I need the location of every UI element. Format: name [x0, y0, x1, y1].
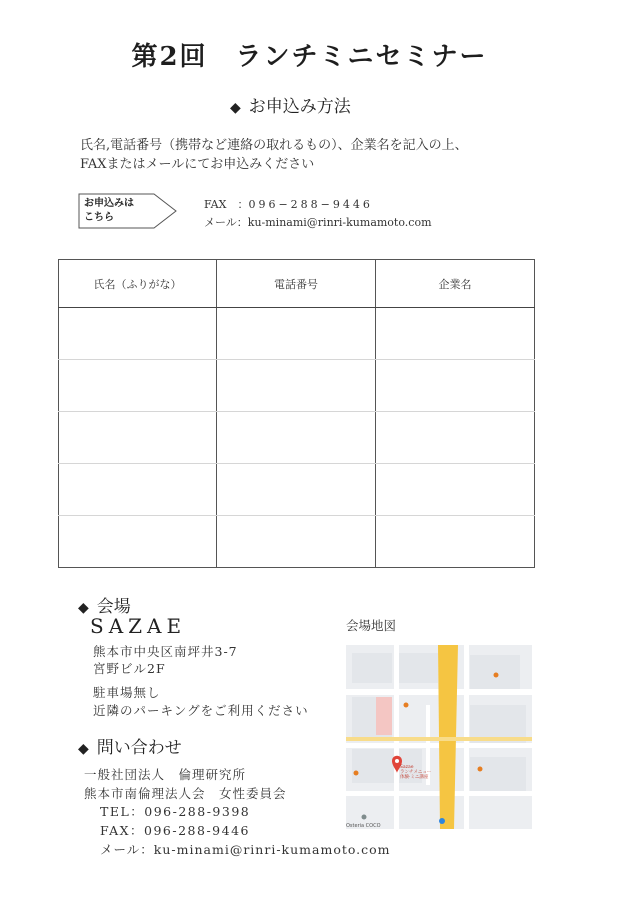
- table-cell[interactable]: [376, 464, 535, 516]
- mail-line: [204, 214, 432, 232]
- map-pin-label: [400, 765, 431, 780]
- header-name: 氏名（ふりがな）: [59, 260, 217, 308]
- map-title: 会場地図: [346, 618, 397, 633]
- table-header-row: [59, 260, 535, 308]
- table-cell[interactable]: [59, 516, 217, 568]
- pin-label-line: 体験·ミニ講座: [400, 775, 429, 780]
- inquiry-heading-text: 問い合わせ: [96, 738, 182, 758]
- table-cell[interactable]: [376, 308, 535, 360]
- table-cell[interactable]: [217, 464, 376, 516]
- inquiry-tel: TEL：096-288-9398: [100, 804, 251, 819]
- diamond-icon: ◆: [230, 100, 241, 116]
- table-cell[interactable]: [59, 464, 217, 516]
- table-row: [59, 360, 535, 412]
- org-line: 熊本市南倫理法人会 女性委員会: [84, 786, 287, 801]
- fax-line: [204, 196, 432, 214]
- application-form-table: [58, 259, 535, 568]
- venue-map[interactable]: [346, 645, 532, 829]
- arrow-label-line: お申込みは: [84, 198, 134, 209]
- diamond-icon: ◆: [78, 600, 89, 616]
- application-heading-text: お申込み方法: [248, 97, 351, 117]
- parking-note: [93, 684, 309, 720]
- inquiry-mail-address[interactable]: ku-minami@rinri-kumamoto.com: [153, 842, 391, 857]
- inquiry-organization: [84, 765, 287, 803]
- mail-label: メール：: [204, 216, 248, 229]
- inquiry-heading: [78, 733, 182, 758]
- diamond-icon: ◆: [78, 741, 89, 757]
- parking-line: 近隣のパーキングをご利用ください: [93, 703, 309, 718]
- instruction-line: FAXまたはメールにてお申込みください: [80, 157, 315, 172]
- venue-address: [93, 643, 238, 677]
- address-line: 熊本市中央区南坪井3-7: [93, 644, 238, 659]
- address-line: 宮野ビル2F: [93, 661, 166, 676]
- pin-label-line: ランチメニュー: [400, 770, 432, 775]
- table-cell[interactable]: [59, 360, 217, 412]
- table-cell[interactable]: [376, 516, 535, 568]
- inquiry-mail-label: メール：: [100, 842, 154, 857]
- page-title: 第2回 ランチミニセミナー: [131, 42, 488, 72]
- pin-label-line: Sazae: [400, 765, 414, 770]
- table-cell[interactable]: [59, 308, 217, 360]
- venue-name: SAZAE: [90, 614, 187, 638]
- parking-line: 駐車場無し: [93, 685, 161, 700]
- fax-number: 096−288−9446: [248, 198, 373, 211]
- table-cell[interactable]: [217, 516, 376, 568]
- application-heading: [230, 92, 351, 117]
- org-line: 一般社団法人 倫理研究所: [84, 767, 247, 782]
- table-row: [59, 464, 535, 516]
- table-cell[interactable]: [217, 308, 376, 360]
- inquiry-phone-fax: [100, 802, 250, 840]
- instructions: [80, 136, 468, 174]
- map-caption: Osteria COCO: [346, 823, 381, 829]
- table-cell[interactable]: [376, 412, 535, 464]
- table-row: [59, 308, 535, 360]
- header-phone: 電話番号: [217, 260, 376, 308]
- arrow-label-line: こちら: [84, 212, 114, 223]
- inquiry-mail: [100, 840, 391, 858]
- table-cell[interactable]: [59, 412, 217, 464]
- inquiry-fax: FAX：096-288-9446: [100, 823, 250, 838]
- header-company: 企業名: [376, 260, 535, 308]
- application-contacts: [204, 196, 432, 232]
- map-graphic: [346, 645, 532, 829]
- fax-label: FAX ：: [204, 198, 249, 211]
- table-cell[interactable]: [376, 360, 535, 412]
- venue-heading-text: 会場: [96, 597, 131, 617]
- instruction-line: 氏名,電話番号（携帯など連絡の取れるもの）、企業名を記入の上、: [80, 138, 468, 153]
- mail-address[interactable]: ku-minami@rinri-kumamoto.com: [247, 216, 432, 229]
- arrow-label: [84, 197, 134, 225]
- table-cell[interactable]: [217, 412, 376, 464]
- table-row: [59, 412, 535, 464]
- apply-here-arrow: [78, 193, 178, 229]
- table-cell[interactable]: [217, 360, 376, 412]
- table-row: [59, 516, 535, 568]
